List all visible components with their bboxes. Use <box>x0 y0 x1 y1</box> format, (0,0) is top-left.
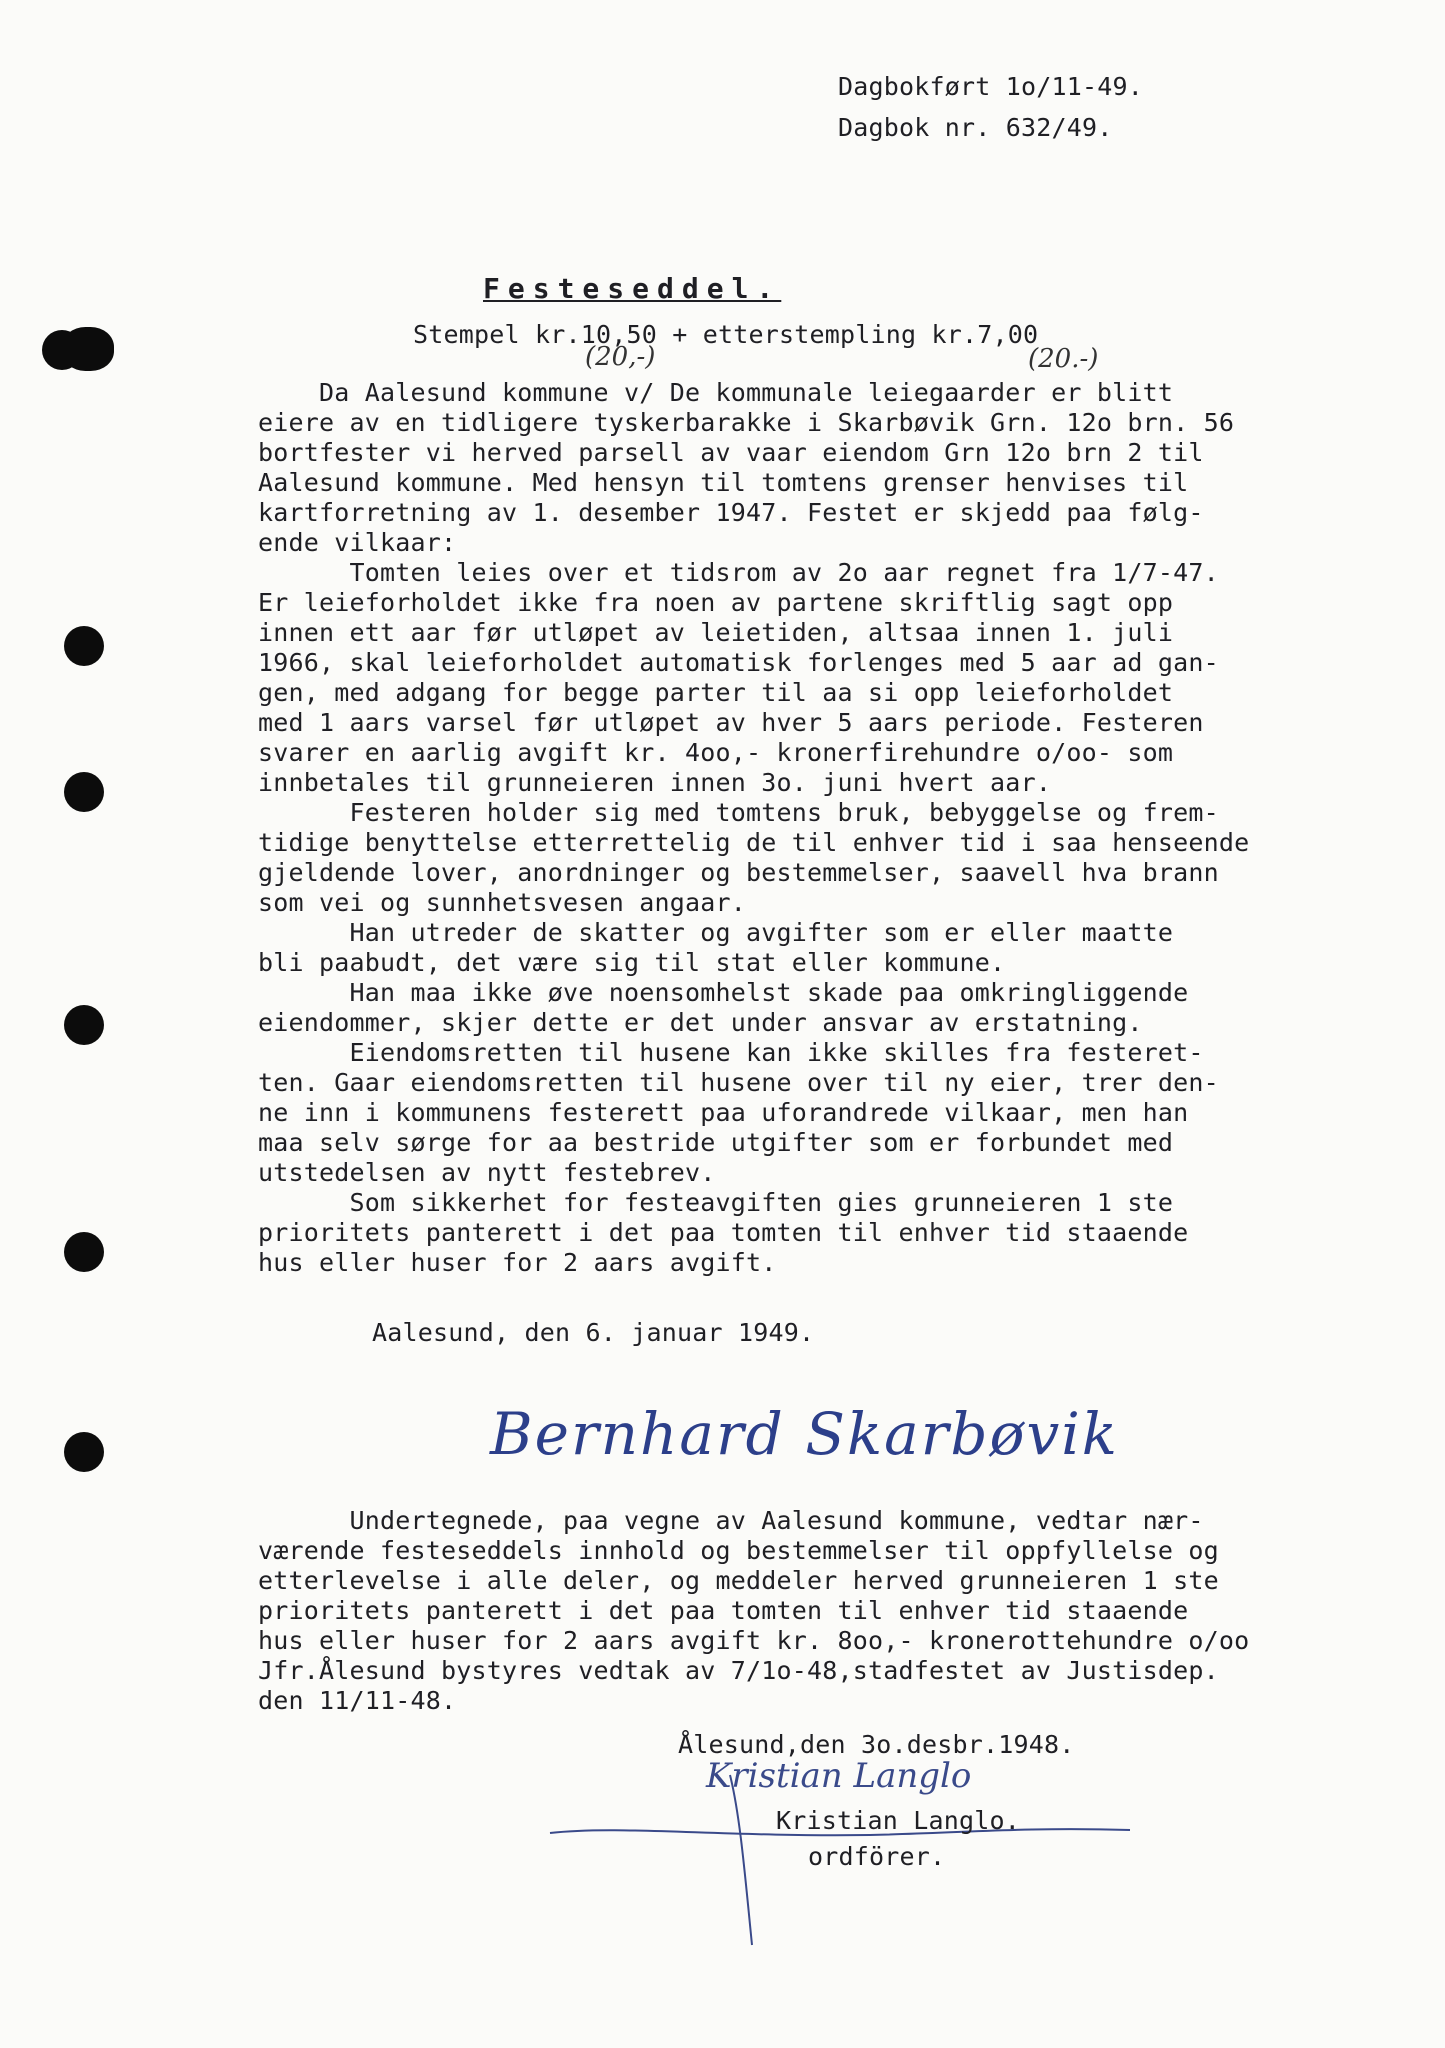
body-line: svarer en aarlig avgift kr. 4oo,- kronerfirehundre o/oo- som <box>258 738 1174 767</box>
journal-number: Dagbok nr. 632/49. <box>838 113 1113 142</box>
body-line: bli paabudt, det være sig til stat eller kommune. <box>258 948 1006 977</box>
second-date: Ålesund,den 3o.desbr.1948. <box>678 1730 1075 1759</box>
body-line: kartforretning av 1. desember 1947. Festet er skjedd paa følg- <box>258 498 1204 527</box>
body-line: eiere av en tidligere tyskerbarakke i Skarbøvik Grn. 12o brn. 56 <box>258 408 1235 437</box>
signature-bernhard: Bernhard Skarbøvik <box>490 1400 1119 1468</box>
stamp-line: Stempel kr.10,50 + etterstempling kr.7,00 <box>413 320 1039 349</box>
signer-title: ordförer. <box>808 1842 946 1871</box>
acceptance-line: Undertegnede, paa vegne av Aalesund kommune, vedtar nær- <box>258 1506 1204 1535</box>
page-title: Festeseddel. <box>483 272 782 305</box>
body-line: Tomten leies over et tidsrom av 2o aar regnet fra 1/7-47. <box>258 558 1219 587</box>
punch-hole <box>64 626 104 666</box>
punch-hole <box>64 1432 104 1472</box>
body-line: utstedelsen av nytt festebrev. <box>258 1158 716 1187</box>
body-line: ende vilkaar: <box>258 528 457 557</box>
body-line: Festeren holder sig med tomtens bruk, bebyggelse og frem- <box>258 798 1219 827</box>
body-line: som vei og sunnhetsvesen angaar. <box>258 888 747 917</box>
signer-name: Kristian Langlo. <box>776 1806 1021 1835</box>
body-line: maa selv sørge for aa bestride utgifter som er forbundet med <box>258 1128 1174 1157</box>
body-line: prioritets panterett i det paa tomten til enhver tid staaende <box>258 1218 1189 1247</box>
stamp-correction-left: (20,-) <box>585 342 656 372</box>
punch-hole <box>64 1232 104 1272</box>
body-line: ne inn i kommunens festerett paa uforandrede vilkaar, men han <box>258 1098 1189 1127</box>
body-line: med 1 aars varsel før utløpet av hver 5 aars periode. Festeren <box>258 708 1204 737</box>
body-line: Da Aalesund kommune v/ De kommunale leiegaarder er blitt <box>258 378 1174 407</box>
body-line: Som sikkerhet for festeavgiften gies grunneieren 1 ste <box>258 1188 1174 1217</box>
acceptance-line: hus eller huser for 2 aars avgift kr. 8oo,- kronerottehundre o/oo <box>258 1626 1250 1655</box>
body-line: bortfester vi herved parsell av vaar eiendom Grn 12o brn 2 til <box>258 438 1204 467</box>
body-line: eiendommer, skjer dette er det under ansvar av erstatning. <box>258 1008 1143 1037</box>
stamp-correction-right: (20.-) <box>1028 344 1099 374</box>
journal-line: Dagbokført 1o/11-49. <box>838 72 1144 101</box>
body-line: Eiendomsretten til husene kan ikke skilles fra festeret- <box>258 1038 1204 1067</box>
body-line: Han maa ikke øve noensomhelst skade paa omkringliggende <box>258 978 1189 1007</box>
body-line: Er leieforholdet ikke fra noen av partene skriftlig sagt opp <box>258 588 1174 617</box>
acceptance-line: den 11/11-48. <box>258 1686 457 1715</box>
body-line: gen, med adgang for begge parter til aa si opp leieforholdet <box>258 678 1174 707</box>
body-line: innbetales til grunneieren innen 3o. juni hvert aar. <box>258 768 1052 797</box>
body-line: Han utreder de skatter og avgifter som er eller maatte <box>258 918 1174 947</box>
punch-hole <box>64 1005 104 1045</box>
acceptance-line: prioritets panterett i det paa tomten til enhver tid staaende <box>258 1596 1189 1625</box>
body-line: innen ett aar før utløpet av leietiden, altsaa innen 1. juli <box>258 618 1174 647</box>
acceptance-line: Jfr.Ålesund bystyres vedtak av 7/1o-48,stadfestet av Justisdep. <box>258 1656 1219 1685</box>
body-line: hus eller huser for 2 aars avgift. <box>258 1248 777 1277</box>
body-line: 1966, skal leieforholdet automatisk forlenges med 5 aar ad gan- <box>258 648 1219 677</box>
punch-hole <box>64 772 104 812</box>
signature-kristian: Kristian Langlo <box>706 1756 972 1796</box>
acceptance-line: værende festeseddels innhold og bestemmelser til oppfyllelse og <box>258 1536 1219 1565</box>
body-line: gjeldende lover, anordninger og bestemmelser, saavell hva brann <box>258 858 1219 887</box>
acceptance-line: etterlevelse i alle deler, og meddeler herved grunneieren 1 ste <box>258 1566 1219 1595</box>
body-line: tidige benyttelse etterrettelig de til enhver tid i saa henseende <box>258 828 1250 857</box>
punch-hole <box>62 327 114 371</box>
body-line: Aalesund kommune. Med hensyn til tomtens grenser henvises til <box>258 468 1189 497</box>
date-line: Aalesund, den 6. januar 1949. <box>372 1318 815 1347</box>
body-line: ten. Gaar eiendomsretten til husene over til ny eier, trer den- <box>258 1068 1219 1097</box>
